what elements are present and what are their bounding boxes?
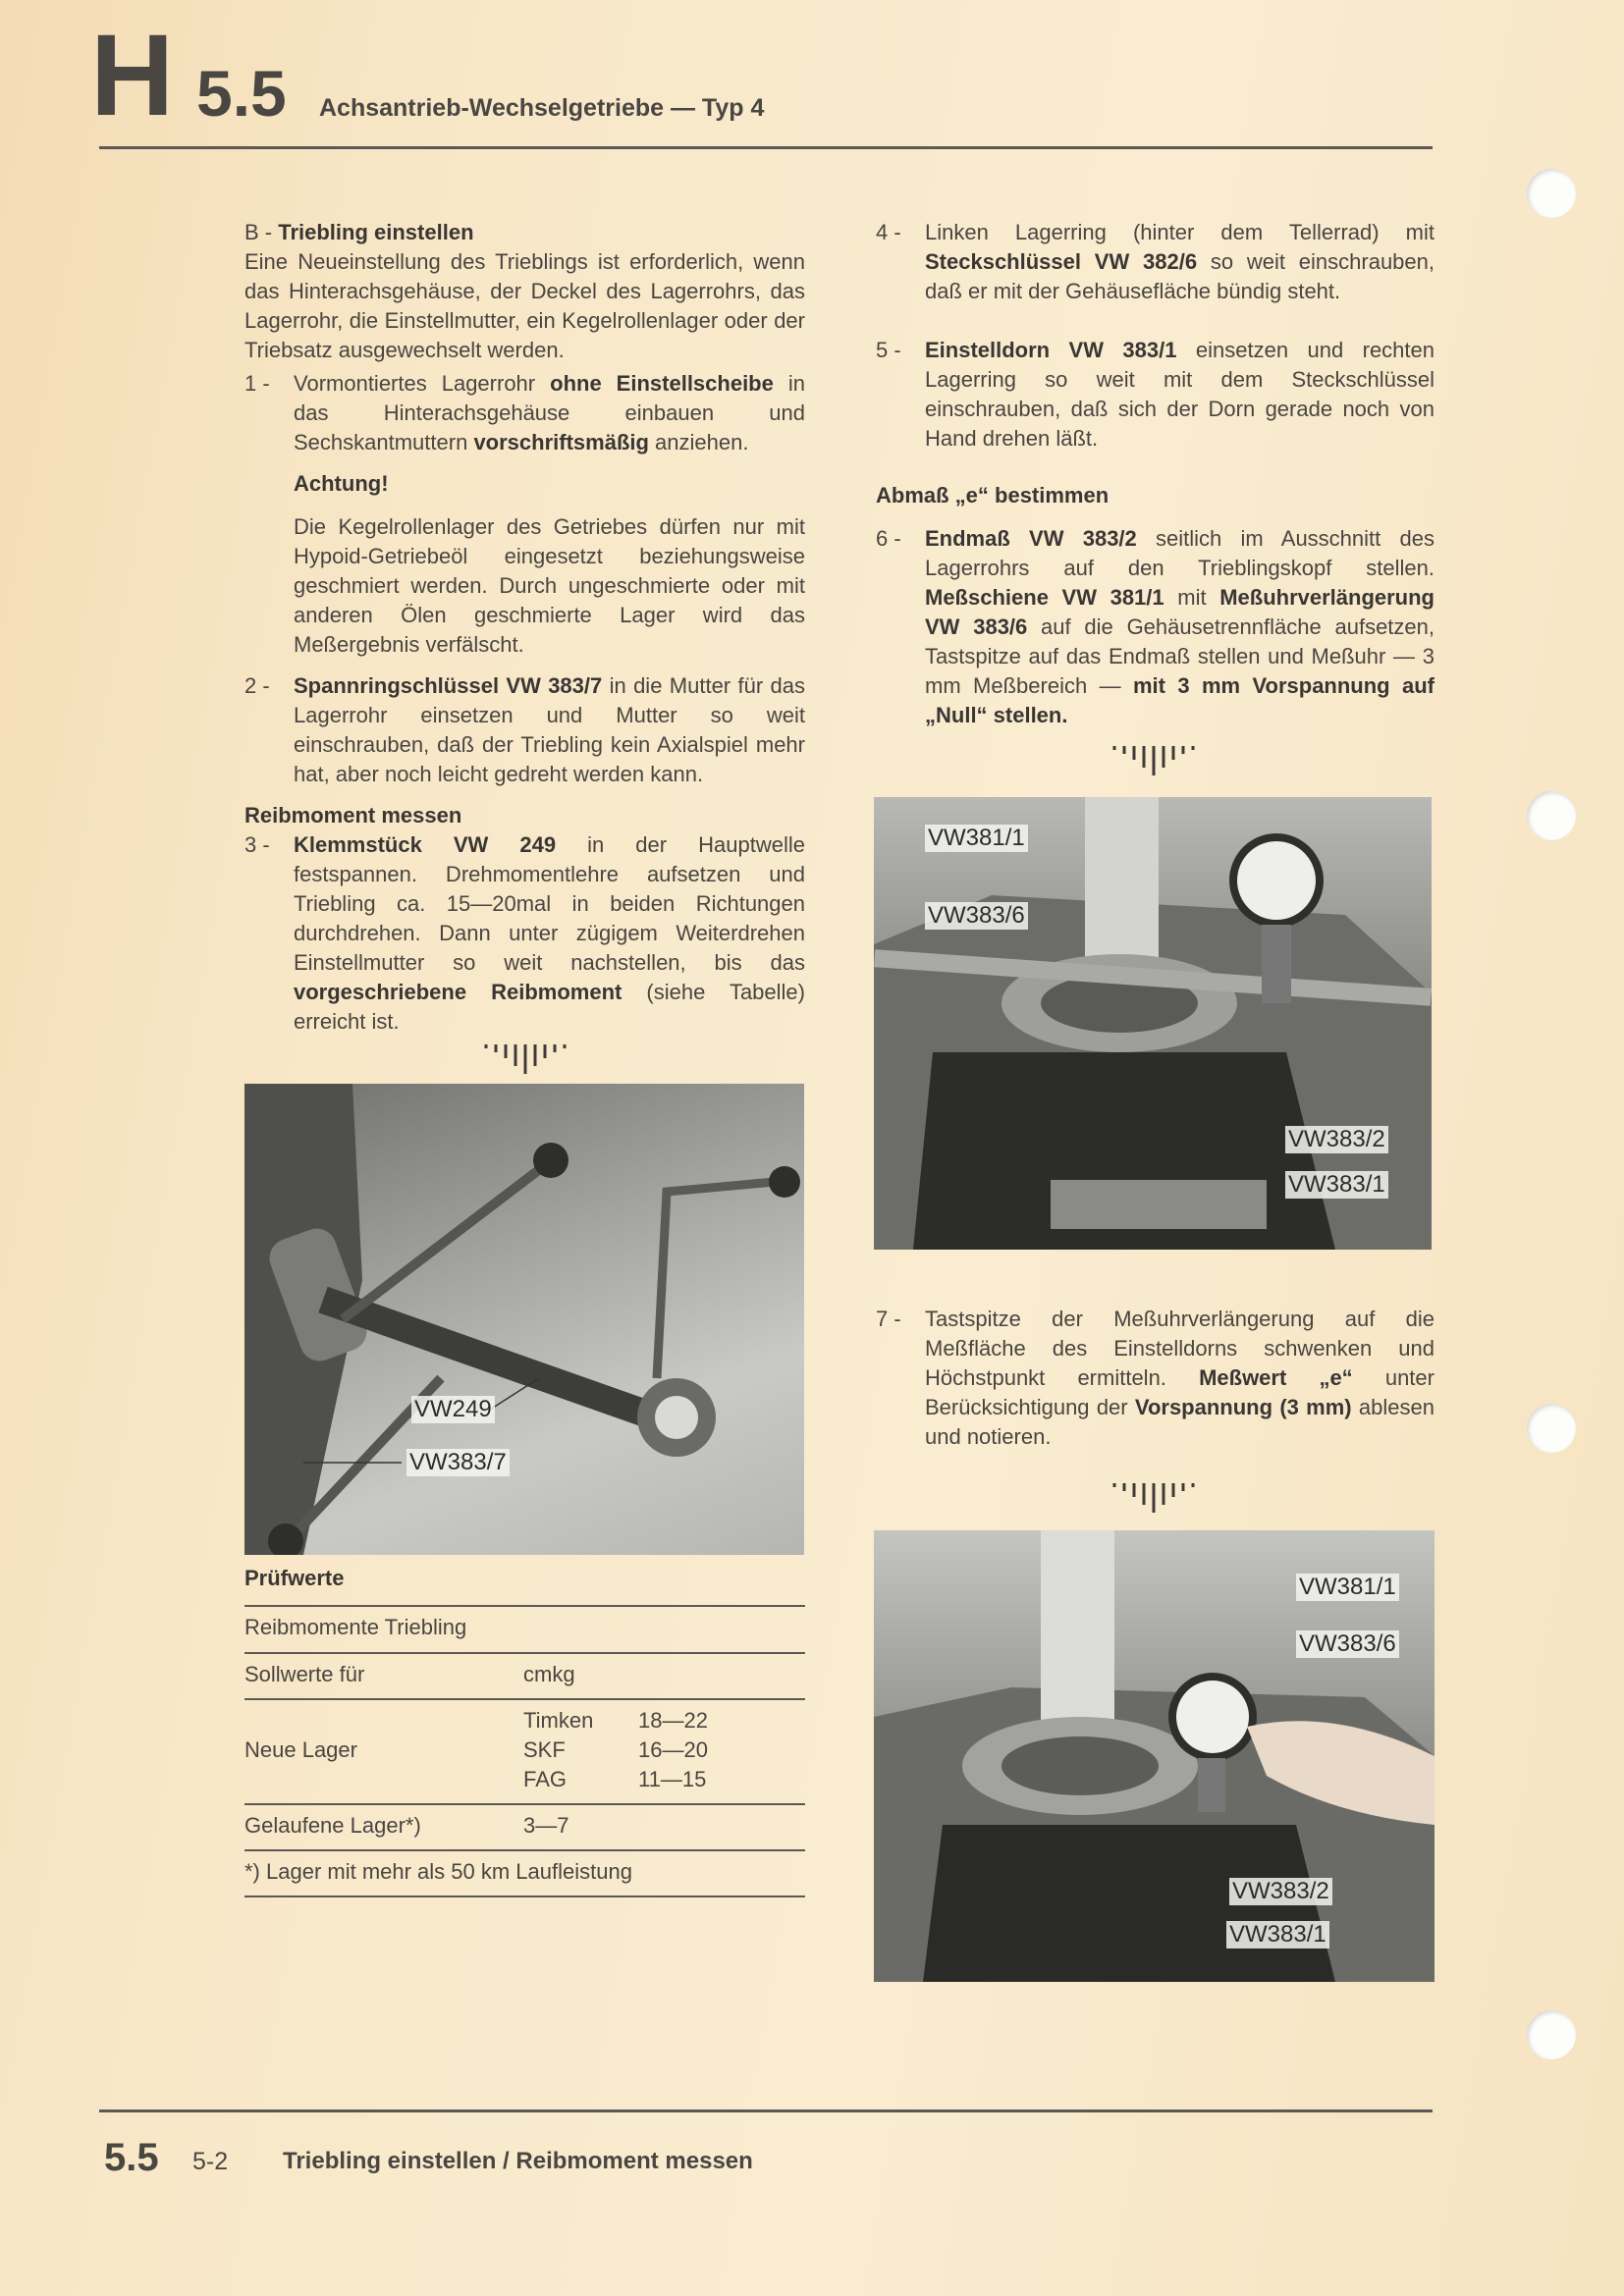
table-cell-value: 16—20 [638, 1737, 708, 1762]
table-caption: Reibmomente Triebling [244, 1615, 467, 1639]
bold-text: mit 3 mm Vorspannung auf „Null“ stellen. [925, 673, 1435, 727]
step-number: 4 - [876, 220, 901, 244]
subheading-reibmoment: Reibmoment messen [244, 803, 462, 828]
table-header-label: Sollwerte für [244, 1662, 365, 1686]
test-values-table [244, 1565, 805, 1903]
figure-pointer-icon [1105, 744, 1203, 777]
bold-text: vorgeschriebene Reibmoment [294, 980, 623, 1004]
step-text [925, 1305, 1435, 1452]
text: einsetzen und rechten Lagerring so weit mit dem Steckschlüssel einschrauben, daß sich der Dorn gerade noch von Hand drehen läßt. [925, 338, 1435, 451]
header-letter: H [90, 11, 175, 140]
table-cell-brand: Timken [523, 1708, 594, 1733]
bold-text: Klemmstück VW 249 [294, 832, 557, 857]
photo-label: VW383/2 [1229, 1878, 1332, 1905]
text: B - [244, 220, 279, 244]
figure-pointer-icon [1105, 1481, 1203, 1515]
text: Eine Neueinstellung des Trieblings ist erforderlich, wenn das Hinterachsgehäuse, der Deckel des Lagerrohrs, das Lagerrohr, die Einstellmutter, ein Kegelrollenlager oder der Triebsatz ausgewechselt werden. [244, 249, 805, 362]
table-rule [244, 1803, 805, 1805]
text: Vormontiertes Lagerrohr [294, 371, 551, 396]
text: so weit einschrauben, daß er mit der Gehäusefläche bündig steht. [925, 249, 1435, 303]
step-text [294, 369, 805, 457]
step-5 [876, 336, 1435, 454]
bold-text: vorschriftsmäßig [473, 430, 649, 454]
photo-label: VW383/1 [1285, 1171, 1388, 1199]
photo-label: VW249 [411, 1396, 495, 1423]
photo-torque-gauge [244, 1084, 804, 1555]
left-column [244, 218, 805, 1903]
step-7 [876, 1305, 1435, 1452]
text: in das Hinterachsgehäuse einbauen und Sechskantmuttern [294, 371, 805, 454]
table-rule [244, 1698, 805, 1700]
binder-hole [1527, 169, 1576, 218]
table-header-unit: cmkg [523, 1662, 575, 1686]
table-rule [244, 1896, 805, 1897]
footer-rule [99, 2109, 1433, 2112]
text: in die Mutter für das Lagerrohr einsetzen und Mutter so weit einschrauben, daß der Triebling kein Axialspiel mehr hat, aber noch leicht gedreht werden kann. [294, 673, 805, 786]
footer-title: Triebling einstellen / Reibmoment messen [283, 2148, 753, 2174]
step-number: 2 - [244, 673, 270, 698]
bold-text: Meßwert „e“ [1199, 1365, 1353, 1390]
step-text [925, 524, 1435, 730]
table-cell-brand: FAG [523, 1767, 568, 1791]
photo-label: VW383/6 [925, 902, 1028, 930]
header-title: Achsantrieb-Wechselgetriebe — Typ 4 [319, 94, 765, 122]
header-rule [99, 146, 1433, 149]
step-number: 3 - [244, 832, 270, 857]
text: seitlich im Ausschnitt des Lagerrohrs auf den Trieblingskopf stellen. [925, 526, 1435, 580]
bold-text: ohne Einstellscheibe [550, 371, 774, 396]
step-1 [244, 369, 805, 457]
photo-label: VW383/7 [406, 1449, 510, 1476]
table-cell-brand: SKF [523, 1737, 566, 1762]
intro-paragraph [244, 247, 805, 365]
bold-text: Meßuhrverlängerung VW 383/6 [925, 585, 1435, 639]
bold-text: Spannringschlüssel VW 383/7 [294, 673, 603, 698]
bold-text: Steckschlüssel VW 382/6 [925, 249, 1198, 274]
text: Die Kegelrollenlager des Getriebes dürfen nur mit Hypoid-Getriebeöl eingesetzt beziehungsweise geschmiert werden. Durch ungeschmierte oder mit anderen Ölen geschmierte Lager wird das Meßergebnis verfälscht. [294, 514, 805, 657]
text: mit [1164, 585, 1220, 610]
photo-label: VW383/2 [1285, 1126, 1388, 1153]
text: ablesen und notieren. [925, 1395, 1435, 1449]
bold-text: Meßschiene VW 381/1 [925, 585, 1164, 610]
table-footnote: *) Lager mit mehr als 50 km Laufleistung [244, 1859, 632, 1884]
table-rule [244, 1652, 805, 1654]
table-title: Prüfwerte [244, 1566, 345, 1590]
text: auf die Gehäusetrennfläche aufsetzen, Tastspitze auf das Endmaß stellen und Meßuhr — 3 mm Meßbereich — [925, 614, 1435, 698]
step-text [925, 218, 1435, 306]
text: unter Berücksichtigung der [925, 1365, 1435, 1419]
table-used-label: Gelaufene Lager*) [244, 1813, 421, 1838]
bold-text: Triebling einstellen [278, 220, 474, 244]
photo-label: VW383/1 [1226, 1921, 1329, 1949]
step-2 [244, 671, 805, 789]
step-6 [876, 524, 1435, 730]
step-number: 6 - [876, 526, 901, 551]
text: anziehen. [648, 430, 749, 454]
step-text [925, 336, 1435, 454]
subheading-abmass: Abmaß „e“ bestimmen [876, 483, 1110, 507]
binder-hole [1527, 1404, 1576, 1453]
table-cell-value: 18—22 [638, 1708, 708, 1733]
bold-text: Vorspannung (3 mm) [1134, 1395, 1352, 1419]
text: Tastspitze der Meßuhrverlängerung auf die Meßfläche des Einstelldorns schwenken und Höchstpunkt ermitteln. [925, 1307, 1435, 1390]
footer-section: 5.5 [104, 2136, 159, 2179]
step-text [294, 830, 805, 1037]
bold-text: Endmaß VW 383/2 [925, 526, 1137, 551]
warning-paragraph [294, 512, 805, 660]
torque-gauge-illustration [244, 1084, 804, 1555]
photo-measuring-value-e [874, 1530, 1435, 1982]
warning-title: Achtung! [294, 471, 389, 496]
step-number: 1 - [244, 371, 270, 396]
binder-hole [1527, 791, 1576, 840]
figure-pointer-icon [476, 1042, 574, 1076]
step-number: 7 - [876, 1307, 901, 1331]
text: (siehe Tabelle) erreicht ist. [294, 980, 805, 1034]
table-new-label: Neue Lager [244, 1737, 357, 1762]
table-used-value: 3—7 [523, 1813, 569, 1838]
table-cell-value: 11—15 [638, 1767, 707, 1791]
step-4 [876, 218, 1435, 306]
text: Linken Lagerring (hinter dem Tellerrad) mit [925, 220, 1435, 244]
header-section: 5.5 [196, 57, 287, 130]
step-3 [244, 830, 805, 1037]
step-text [294, 671, 805, 789]
right-column [876, 218, 1435, 1982]
photo-label: VW381/1 [1296, 1574, 1399, 1601]
section-heading [244, 218, 805, 247]
photo-label: VW383/6 [1296, 1630, 1399, 1658]
footer-page-number: 5-2 [192, 2148, 229, 2175]
bold-text: Einstelldorn VW 383/1 [925, 338, 1177, 362]
table-rule [244, 1849, 805, 1851]
binder-hole [1527, 2010, 1576, 2059]
text: in der Hauptwelle festspannen. Drehmomentlehre aufsetzen und Triebling ca. 15—20mal in beiden Richtungen durchdrehen. Dann unter zügigem Weiterdrehen Einstellmutter so weit nachstellen, bis das [294, 832, 805, 975]
step-number: 5 - [876, 338, 901, 362]
photo-measuring-setup-zero [874, 797, 1432, 1250]
photo-label: VW381/1 [925, 825, 1028, 852]
table-rule [244, 1605, 805, 1607]
